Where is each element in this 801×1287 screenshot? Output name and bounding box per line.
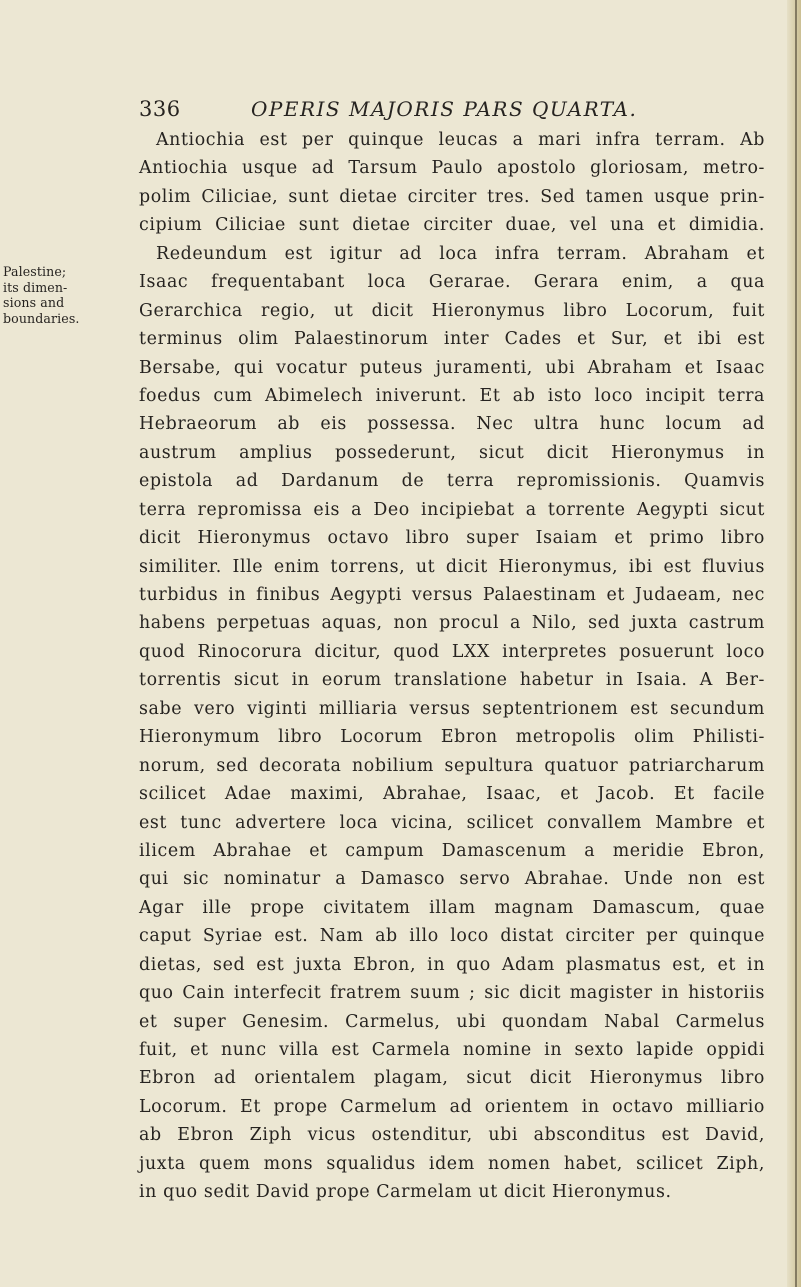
page-edge xyxy=(787,0,801,1287)
text-line: cipium Ciliciae sunt dietae circiter duae, vel una et dimidia. xyxy=(139,215,765,236)
text-line: sabe vero viginti milliaria versus septentrionem est secundum xyxy=(139,698,765,719)
margin-note-line: its dimen- xyxy=(3,279,68,295)
text-line: fuit, et nunc villa est Carmela nomine in sexto lapide oppidi xyxy=(139,1040,765,1060)
text-line: Antiochia usque ad Tarsum Paulo apostolo gloriosam, metro- xyxy=(139,158,765,179)
text-line: quod Rinocorura dicitur, quod LXX interpretes posuerunt loco xyxy=(139,641,765,662)
text-line: juxta quem mons squalidus idem nomen habet, scilicet Ziph, xyxy=(139,1153,765,1174)
text-line: epistola ad Dardanum de terra repromissionis. Quamvis xyxy=(139,471,765,492)
text-line: dietas, sed est juxta Ebron, in quo Adam plasmatus est, et in xyxy=(139,954,765,975)
text-line: terra repromissa eis a Deo incipiebat a torrente Aegypti sicut xyxy=(139,499,765,520)
text-line: Redeundum est igitur ad loca infra terram. Abraham et xyxy=(156,243,765,264)
text-line: Isaac frequentabant loca Gerarae. Gerara enim, a qua xyxy=(139,272,765,293)
text-line: quo Cain interfecit fratrem suum ; sic dicit magister in historiis xyxy=(139,983,765,1004)
text-line: foedus cum Abimelech iniverunt. Et ab isto loco incipit terra xyxy=(139,385,765,406)
text-line: Antiochia est per quinque leucas a mari infra terram. Ab xyxy=(156,130,765,150)
text-line: ilicem Abrahae et campum Damascenum a meridie Ebron, xyxy=(139,840,765,861)
margin-note-line: boundaries. xyxy=(3,310,80,326)
text-line: est tunc advertere loca vicina, scilicet convallem Mambre et xyxy=(139,812,765,833)
page-edge-line xyxy=(795,0,797,1287)
text-line: terminus olim Palaestinorum inter Cades et Sur, et ibi est xyxy=(139,329,765,350)
text-line: Bersabe, qui vocatur puteus juramenti, ubi Abraham et Isaac xyxy=(139,357,765,378)
text-line: dicit Hieronymus octavo libro super Isaiam et primo libro xyxy=(139,528,765,549)
text-line: austrum amplius possederunt, sicut dicit Hieronymus in xyxy=(139,442,765,463)
text-line: ab Ebron Ziph vicus ostenditur, ubi absconditus est David, xyxy=(139,1125,765,1146)
text-line: in quo sedit David prope Carmelam ut dicit Hieronymus. xyxy=(139,1182,672,1203)
running-title: OPERIS MAJORIS PARS QUARTA. xyxy=(251,97,638,121)
margin-note xyxy=(3,264,123,326)
text-line: turbidus in finibus Aegypti versus Palaestinam et Judaeam, nec xyxy=(139,585,765,605)
text-line: Gerarchica regio, ut dicit Hieronymus libro Locorum, fuit xyxy=(139,300,765,321)
text-line: et super Genesim. Carmelus, ubi quondam Nabal Carmelus xyxy=(139,1011,765,1032)
margin-note-line: sions and xyxy=(3,295,65,310)
text-line: norum, sed decorata nobilium sepultura quatuor patriarcharum xyxy=(139,755,765,776)
text-line: polim Ciliciae, sunt dietae circiter tres. Sed tamen usque prin- xyxy=(139,186,765,207)
text-line: Agar ille prope civitatem illam magnam Damascum, quae xyxy=(139,897,765,918)
text-line: Hieronymum libro Locorum Ebron metropolis olim Philisti- xyxy=(139,727,765,748)
text-line: Hebraeorum ab eis possessa. Nec ultra hunc locum ad xyxy=(139,414,765,435)
text-line: torrentis sicut in eorum translatione habetur in Isaia. A Ber- xyxy=(139,670,765,691)
page-header xyxy=(139,96,699,122)
text-line: similiter. Ille enim torrens, ut dicit Hieronymus, ibi est fluvius xyxy=(139,556,765,577)
text-line: caput Syriae est. Nam ab illo loco distat circiter per quinque xyxy=(139,926,765,947)
text-line: Ebron ad orientalem plagam, sicut dicit Hieronymus libro xyxy=(139,1068,765,1089)
text-line: qui sic nominatur a Damasco servo Abrahae. Unde non est xyxy=(139,869,765,890)
text-line: habens perpetuas aquas, non procul a Nilo, sed juxta castrum xyxy=(139,613,765,634)
page-number: 336 xyxy=(139,97,181,121)
margin-note-line: Palestine; xyxy=(3,264,67,279)
text-line: Locorum. Et prope Carmelum ad orientem in octavo milliario xyxy=(139,1096,765,1117)
text-line: scilicet Adae maximi, Abrahae, Isaac, et Jacob. Et facile xyxy=(139,784,765,805)
body-text xyxy=(139,126,765,1207)
